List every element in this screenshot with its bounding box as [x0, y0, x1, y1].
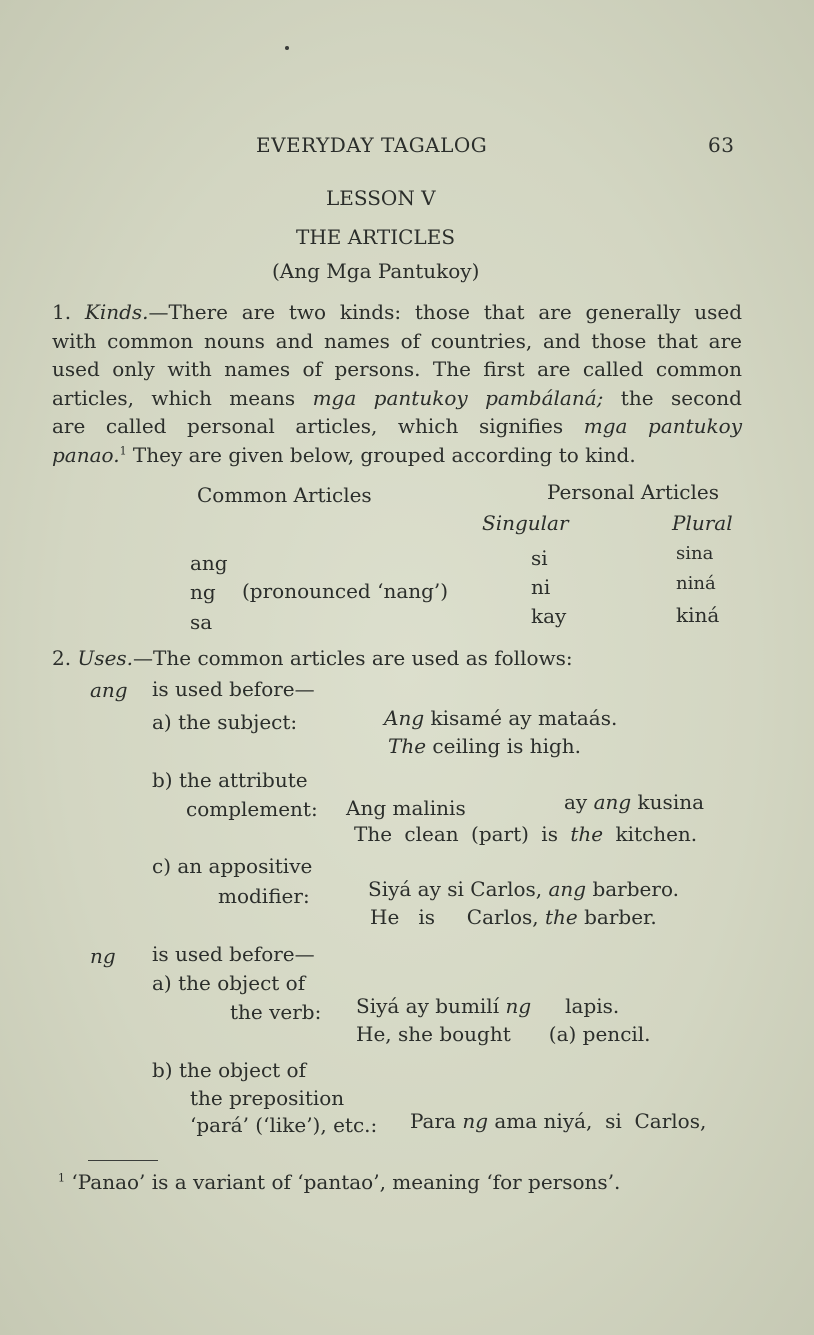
- article-the-3: the: [545, 905, 578, 929]
- ang-a-label: a) the subject:: [152, 710, 298, 734]
- ang-b-label-1: b) the attribute: [152, 768, 308, 792]
- ang-b-example-tagalog-b: [564, 790, 704, 814]
- page-number: 63: [708, 133, 735, 157]
- lesson-subtitle: (Ang Mga Pantukoy): [272, 259, 480, 283]
- section1-line-1-text: —There are two kinds: those that are generally used: [148, 300, 742, 324]
- section1-line-3: used only with names of persons. The first are called common: [52, 357, 742, 381]
- common-articles-header: Common Articles: [197, 483, 372, 507]
- lesson-number: LESSON V: [326, 186, 436, 210]
- section1-line-6c: They are given below, grouped according to kind.: [126, 442, 636, 467]
- section1-heading: Kinds.: [84, 300, 149, 324]
- article-ng-2: ng: [462, 1109, 489, 1133]
- ang-a-example-tagalog: [384, 706, 617, 730]
- footnote-ref: 1: [119, 443, 127, 457]
- ng-b-tagalog-rest: ama niyá, si Carlos,: [488, 1109, 707, 1133]
- ng-a-tagalog-rest: lapis.: [565, 994, 620, 1018]
- section1-line-1: [52, 298, 742, 327]
- section1-line-5a: are called personal articles, which signifies: [52, 414, 584, 438]
- ang-c-label-1: c) an appositive: [152, 854, 313, 878]
- table-row-1-common: ang: [190, 551, 228, 575]
- ang-c-tagalog-rest: barbero.: [586, 877, 679, 901]
- ang-c-example-tagalog: [368, 877, 679, 901]
- ang-c-tagalog-a: Siyá ay si Carlos,: [368, 877, 549, 901]
- footnote-text: ‘Panao’ is a variant of ‘pantao’, meaning ‘for persons’.: [71, 1170, 621, 1194]
- ang-c-example-english: [370, 905, 657, 929]
- print-speck: [285, 46, 289, 50]
- ng-b-label-2: the preposition: [190, 1086, 345, 1110]
- table-row-2-singular: ni: [531, 575, 551, 599]
- section1-line-4c: the second: [603, 385, 742, 410]
- section1-term-common: mga pantukoy pambálaná;: [312, 385, 604, 410]
- article-the: The: [388, 734, 427, 758]
- article-ang-3: ang: [548, 877, 587, 901]
- table-row-3-plural: kiná: [676, 603, 720, 627]
- ng-a-tagalog-a: Siyá ay bumilí: [356, 994, 506, 1018]
- section1-label: 1.: [52, 300, 72, 324]
- ng-label: ng: [90, 944, 116, 968]
- ang-b-english-rest: kitchen.: [603, 822, 698, 846]
- article-ng: ng: [505, 994, 532, 1018]
- ng-a-example-tagalog: [356, 994, 619, 1018]
- ng-b-label-3: ‘pará’ (‘like’), etc.:: [190, 1113, 378, 1137]
- ang-b-example-tagalog-a: Ang malinis: [346, 796, 466, 820]
- table-row-2-note: (pronounced ‘nang’): [242, 579, 449, 603]
- ng-intro: is used before—: [152, 942, 315, 966]
- ang-b-label-2: complement:: [186, 797, 318, 821]
- section2-intro: —The common articles are used as follows:: [133, 646, 573, 670]
- section1-line-5: [52, 412, 742, 441]
- ang-a-example-english: [388, 734, 581, 758]
- ng-b-tagalog-a: Para: [410, 1109, 463, 1133]
- personal-articles-header: Personal Articles: [547, 480, 719, 504]
- table-row-1-plural: sina: [676, 543, 714, 564]
- ang-c-label-2: modifier:: [218, 884, 310, 908]
- running-title: EVERYDAY TAGALOG: [256, 133, 488, 157]
- section1-line-2: with common nouns and names of countries, and those that are: [52, 328, 742, 353]
- section1-line-6: [52, 441, 742, 470]
- table-row-1-singular: si: [531, 546, 548, 570]
- ang-c-english-rest: barber.: [577, 905, 657, 929]
- ang-b-kusina: kusina: [631, 790, 705, 814]
- lesson-title: THE ARTICLES: [296, 225, 456, 249]
- footnote: [58, 1170, 620, 1194]
- ang-b-english-a: The clean (part) is: [354, 822, 571, 846]
- section1-paragraph: [52, 298, 742, 469]
- ng-a-label-1: a) the object of: [152, 971, 306, 995]
- ang-b-example-english: [354, 822, 697, 846]
- ng-a-label-2: the verb:: [230, 1000, 322, 1024]
- article-the-2: the: [570, 822, 604, 846]
- section2-heading: Uses.: [77, 646, 134, 670]
- article-ang: Ang: [384, 706, 425, 730]
- ang-c-english-a: He is Carlos,: [370, 905, 545, 929]
- ang-b-ay: ay: [564, 790, 594, 814]
- ang-a-example-tagalog-rest: kisamé ay mataás.: [424, 706, 618, 730]
- section1-line-4: [52, 384, 742, 413]
- table-row-2-plural: niná: [676, 573, 716, 594]
- table-row-3-singular: kay: [531, 604, 567, 628]
- ng-b-example-tagalog: [410, 1109, 706, 1133]
- ng-a-example-english: [356, 1022, 651, 1046]
- article-ang-2: ang: [593, 790, 632, 814]
- ang-label: ang: [90, 678, 128, 702]
- section2-label: 2.: [52, 646, 72, 670]
- ng-a-english-b: (a) pencil.: [548, 1022, 651, 1046]
- table-row-3-common: sa: [190, 610, 213, 634]
- ang-a-example-english-rest: ceiling is high.: [426, 734, 582, 758]
- singular-header: Singular: [482, 511, 569, 535]
- footnote-rule: [88, 1160, 158, 1161]
- section2-heading-line: [52, 646, 573, 670]
- ang-intro: is used before—: [152, 677, 315, 701]
- plural-header: Plural: [672, 511, 733, 535]
- table-row-2-common: ng: [190, 580, 216, 604]
- footnote-mark: 1: [58, 1171, 65, 1185]
- ng-a-english-a: He, she bought: [356, 1022, 511, 1046]
- section1-term-panao: panao.: [52, 442, 120, 467]
- ng-b-label-1: b) the object of: [152, 1058, 306, 1082]
- section1-term-personal: mga pantukoy: [583, 414, 742, 438]
- section1-line-4a: articles, which means: [52, 385, 313, 410]
